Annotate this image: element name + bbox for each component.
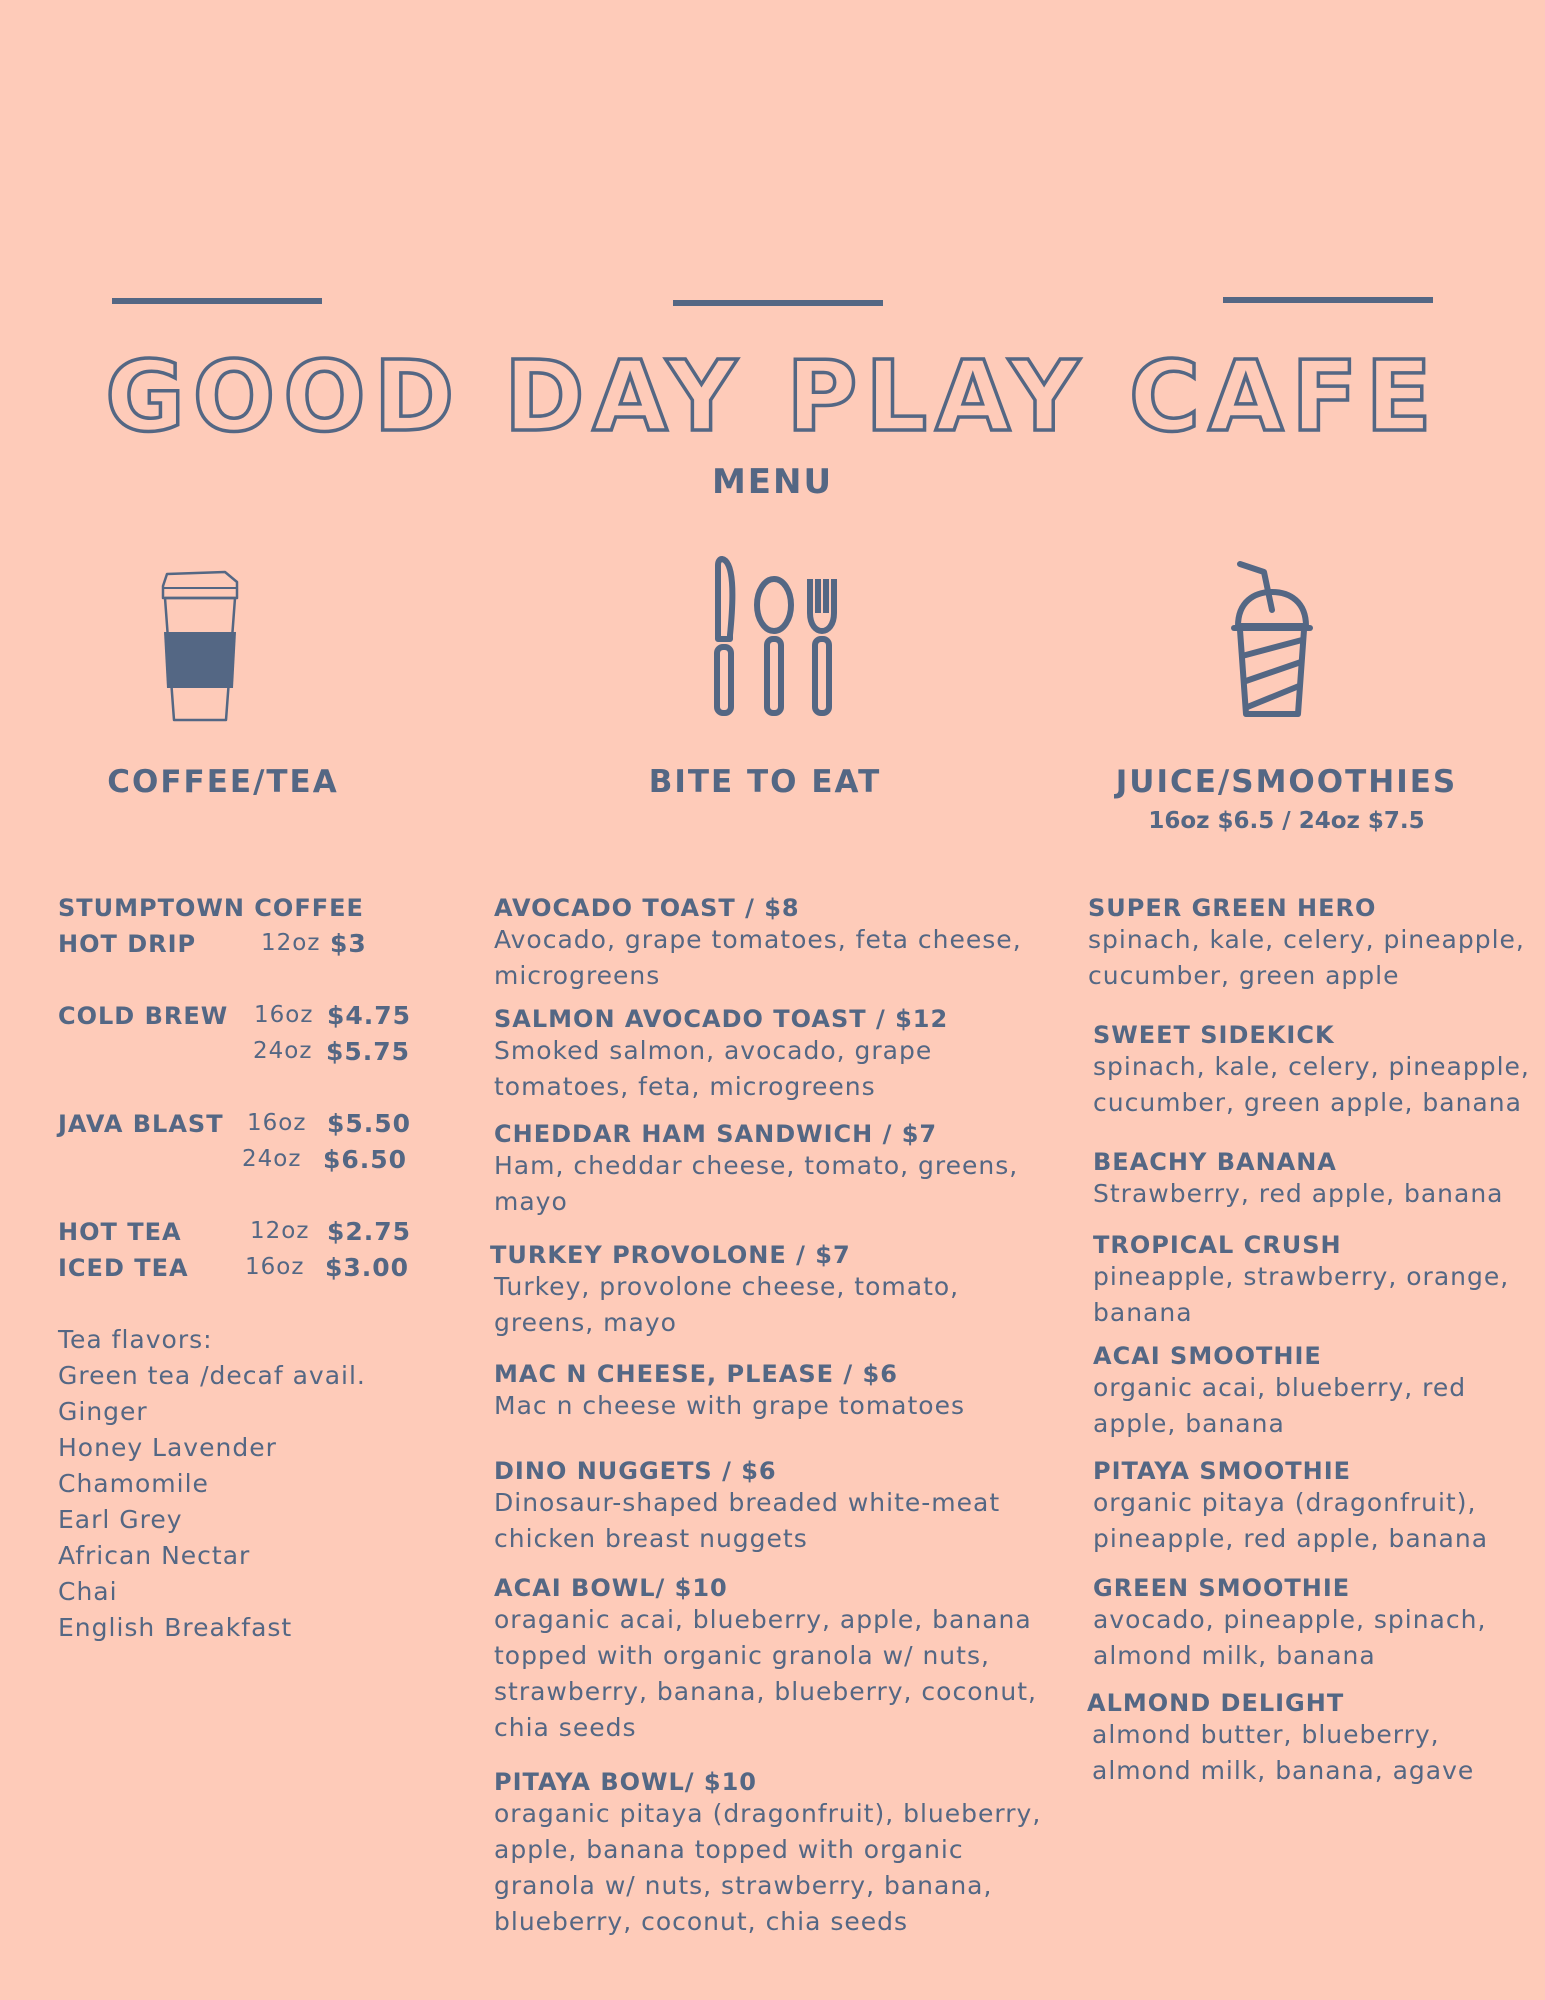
smoothie-item-desc: banana (1093, 1298, 1193, 1327)
food-item-desc: blueberry, coconut, chia seeds (494, 1907, 909, 1936)
smoothie-item-name: SWEET SIDEKICK (1093, 1021, 1335, 1049)
iced-tea-size: 16oz (245, 1254, 305, 1280)
juice-pricing: 16oz $6.5 / 24oz $7.5 (1148, 808, 1425, 834)
food-item-desc: oraganic pitaya (dragonfruit), blueberry, (494, 1799, 1042, 1828)
food-item (494, 1120, 1018, 1220)
tea-flavor: Ginger (58, 1397, 148, 1426)
food-item-desc: mayo (494, 1187, 568, 1216)
smoothie-item-desc: organic acai, blueberry, red (1093, 1373, 1467, 1402)
tea-flavor: Honey Lavender (58, 1433, 277, 1462)
cafe-title: GOOD DAY PLAY CAFE (105, 340, 1440, 453)
hot-drip-price: $3 (330, 929, 367, 958)
smoothie-item (1093, 1148, 1504, 1212)
smoothie-item-name: SUPER GREEN HERO (1088, 894, 1377, 922)
food-item-desc: greens, mayo (494, 1308, 677, 1337)
smoothie-item-desc: organic pitaya (dragonfruit), (1093, 1488, 1477, 1517)
food-item (494, 1574, 1037, 1746)
tea-flavor: Chai (58, 1577, 118, 1606)
smoothie-item-desc: cucumber, green apple, banana (1093, 1088, 1522, 1117)
tea-flavor: African Nectar (58, 1541, 251, 1570)
tea-flavor: Earl Grey (58, 1505, 183, 1534)
java-blast-size-16: 16oz (247, 1110, 307, 1136)
food-item-name: AVOCADO TOAST / $8 (494, 894, 800, 922)
tea-flavors-label: Tea flavors: (58, 1325, 213, 1354)
tea-flavor: English Breakfast (58, 1613, 293, 1642)
cold-brew-price-24: $5.75 (326, 1037, 411, 1066)
smoothie-item-desc: Strawberry, red apple, banana (1093, 1179, 1504, 1208)
smoothie-item-name: ACAI SMOOTHIE (1093, 1342, 1322, 1370)
food-item-desc: chicken breast nuggets (494, 1524, 808, 1553)
smoothie-item (1093, 1574, 1486, 1674)
smoothie-item-desc: spinach, kale, celery, pineapple, (1093, 1052, 1530, 1081)
tea-flavors-list (58, 1322, 366, 1646)
food-item-desc: Dinosaur-shaped breaded white-meat (494, 1488, 1001, 1517)
food-item (494, 894, 1022, 994)
food-item-name: CHEDDAR HAM SANDWICH / $7 (494, 1120, 938, 1148)
menu-subtitle: MENU (711, 462, 834, 502)
smoothie-item-desc: pineapple, red apple, banana (1093, 1524, 1489, 1553)
java-blast-price-16: $5.50 (327, 1109, 412, 1138)
smoothie-item-name: PITAYA SMOOTHIE (1093, 1457, 1352, 1485)
food-item-name: MAC N CHEESE, PLEASE / $6 (494, 1360, 898, 1388)
food-item-name: ACAI BOWL/ $10 (494, 1574, 728, 1602)
smoothie-cup-icon (1230, 556, 1316, 722)
smoothie-item (1087, 1689, 1474, 1789)
smoothie-item (1093, 1231, 1509, 1331)
tea-flavor: Chamomile (58, 1469, 209, 1498)
food-item-desc: Avocado, grape tomatoes, feta cheese, (494, 925, 1022, 954)
food-item-desc: microgreens (494, 961, 661, 990)
food-item-name: PITAYA BOWL/ $10 (494, 1768, 757, 1796)
header-rule-left (112, 298, 322, 304)
smoothie-item-name: GREEN SMOOTHIE (1093, 1574, 1351, 1602)
smoothie-item-name: TROPICAL CRUSH (1093, 1231, 1342, 1259)
smoothie-item-desc: apple, banana (1093, 1409, 1285, 1438)
food-item (494, 1457, 1000, 1557)
cutlery-icon (706, 555, 850, 717)
food-item-desc: Turkey, provolone cheese, tomato, (494, 1272, 960, 1301)
food-item-desc: granola w/ nuts, strawberry, banana, (494, 1871, 993, 1900)
smoothie-item-desc: almond milk, banana (1093, 1641, 1376, 1670)
java-blast-size-24: 24oz (242, 1146, 302, 1172)
food-item-name: TURKEY PROVOLONE / $7 (490, 1241, 851, 1269)
food-item-desc: apple, banana topped with organic (494, 1835, 964, 1864)
food-item (494, 1005, 948, 1105)
smoothie-item-desc: almond butter, blueberry, (1092, 1720, 1440, 1749)
food-item-desc: chia seeds (494, 1713, 637, 1742)
food-item (494, 1768, 1041, 1940)
hot-drip-label: HOT DRIP (58, 930, 197, 958)
smoothie-item (1093, 1342, 1466, 1442)
iced-tea-price: $3.00 (325, 1253, 410, 1282)
food-item-desc: Mac n cheese with grape tomatoes (494, 1391, 966, 1420)
java-blast-price-24: $6.50 (323, 1145, 408, 1174)
hot-tea-price: $2.75 (327, 1217, 412, 1246)
smoothie-item-desc: avocado, pineapple, spinach, (1093, 1605, 1487, 1634)
smoothie-item-name: BEACHY BANANA (1093, 1148, 1337, 1176)
hot-drip-size: 12oz (261, 930, 321, 956)
smoothie-item (1088, 894, 1525, 994)
smoothie-item-desc: pineapple, strawberry, orange, (1093, 1262, 1510, 1291)
juice-smoothies-heading: JUICE/SMOOTHIES (1115, 764, 1458, 800)
cold-brew-size-16: 16oz (254, 1002, 314, 1028)
coffee-tea-heading: COFFEE/TEA (107, 764, 339, 800)
cold-brew-price-16: $4.75 (327, 1001, 412, 1030)
hot-tea-label: HOT TEA (58, 1218, 182, 1246)
food-item (490, 1241, 959, 1341)
coffee-cup-icon (155, 570, 245, 726)
smoothie-item-name: ALMOND DELIGHT (1087, 1689, 1345, 1717)
food-item-desc: strawberry, banana, blueberry, coconut, (494, 1677, 1037, 1706)
smoothie-item-desc: cucumber, green apple (1088, 961, 1400, 990)
food-item-desc: tomatoes, feta, microgreens (494, 1072, 876, 1101)
food-item-desc: Smoked salmon, avocado, grape (494, 1036, 933, 1065)
header-rule-right (1223, 297, 1433, 303)
food-item-desc: Ham, cheddar cheese, tomato, greens, (494, 1151, 1019, 1180)
stumptown-coffee-label: STUMPTOWN COFFEE (58, 894, 364, 922)
smoothie-item-desc: almond milk, banana, agave (1092, 1756, 1475, 1785)
tea-flavor: Green tea /decaf avail. (58, 1361, 366, 1390)
smoothie-item (1093, 1021, 1530, 1121)
food-item-desc: oraganic acai, blueberry, apple, banana (494, 1605, 1032, 1634)
hot-tea-size: 12oz (250, 1218, 310, 1244)
cold-brew-label: COLD BREW (58, 1002, 229, 1030)
food-item-desc: topped with organic granola w/ nuts, (494, 1641, 990, 1670)
header-rule-center (673, 300, 883, 306)
iced-tea-label: ICED TEA (58, 1254, 189, 1282)
smoothie-item (1093, 1457, 1488, 1557)
java-blast-label: JAVA BLAST (58, 1110, 224, 1138)
smoothie-item-desc: spinach, kale, celery, pineapple, (1088, 925, 1525, 954)
food-item (494, 1360, 965, 1424)
cold-brew-size-24: 24oz (253, 1038, 313, 1064)
food-item-name: DINO NUGGETS / $6 (494, 1457, 777, 1485)
bite-to-eat-heading: BITE TO EAT (648, 764, 882, 800)
food-item-name: SALMON AVOCADO TOAST / $12 (494, 1005, 949, 1033)
